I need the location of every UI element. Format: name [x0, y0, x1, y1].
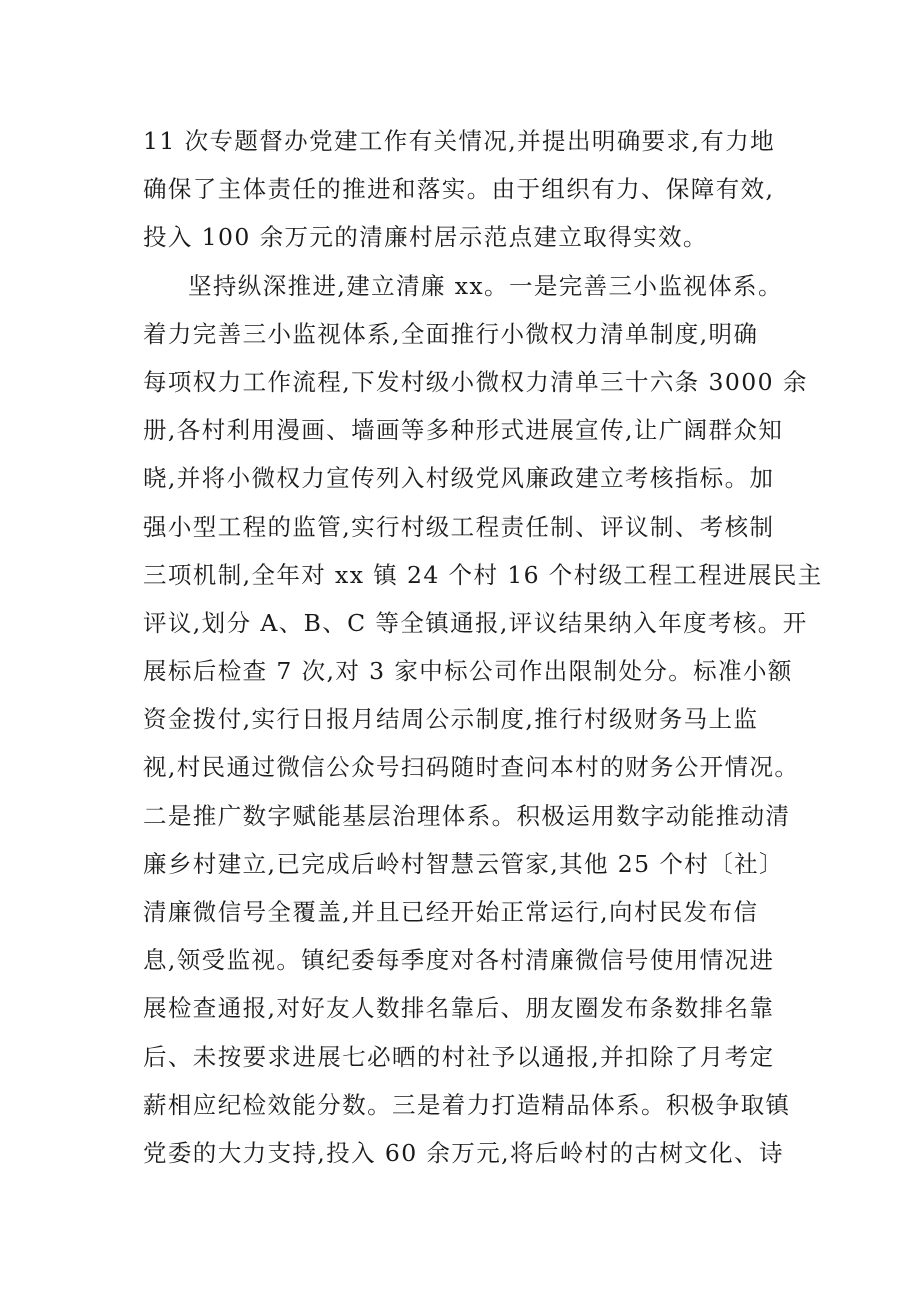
- text-line: 展检查通报,对好友人数排名靠后、朋友圈发布条数排名靠: [143, 994, 775, 1023]
- text-line: 薪相应纪检效能分数。三是着力打造精品体系。积极争取镇: [143, 1090, 791, 1119]
- text-line: 强小型工程的监管,实行村级工程责任制、评议制、考核制: [143, 512, 775, 541]
- text-line: 视,村民通过微信公众号扫码随时查问本村的财务公开情况。: [143, 753, 800, 782]
- text-line: 资金拨付,实行日报月结周公示制度,推行村级财务马上监: [143, 705, 759, 734]
- text-line: 评议,划分 A、B、C 等全镇通报,评议结果纳入年度考核。开: [143, 608, 808, 637]
- text-line: 清廉微信号全覆盖,并且已经开始正常运行,向村民发布信: [143, 898, 759, 926]
- text-line: 册,各村利用漫画、墙画等多种形式进展宣传,让广阔群众知: [143, 416, 784, 445]
- text-line: 息,领受监视。镇纪委每季度对各村清廉微信号使用情况进: [143, 946, 775, 975]
- text-line: 三项机制,全年对 xx 镇 24 个村 16 个村级工程工程进展民主: [143, 560, 823, 589]
- text-line: 每项权力工作流程,下发村级小微权力清单三十六条 3000 余: [143, 367, 808, 396]
- text-line: 11 次专题督办党建工作有关情况,并提出明确要求,有力地: [143, 127, 776, 155]
- body-text: [143, 117, 823, 1177]
- paragraph-start-line: 坚持纵深推进,建立清廉 xx。一是完善三小监视体系。: [188, 271, 783, 300]
- text-line: 党委的大力支持,投入 60 余万元,将后岭村的古树文化、诗: [143, 1138, 784, 1167]
- text-line: 晓,并将小微权力宣传列入村级党风廉政建立考核指标。加: [143, 464, 775, 493]
- text-line: 二是推广数字赋能基层治理体系。积极运用数字动能推动清: [143, 801, 791, 830]
- text-line: 确保了主体责任的推进和落实。由于组织有力、保障有效,: [143, 175, 775, 204]
- text-line: 投入 100 余万元的清廉村居示范点建立取得实效。: [143, 223, 708, 252]
- text-line: 廉乡村建立,已完成后岭村智慧云管家,其他 25 个村〔社〕: [143, 849, 784, 878]
- text-line: 着力完善三小监视体系,全面推行小微权力清单制度,明确: [143, 319, 759, 348]
- text-line: 展标后检查 7 次,对 3 家中标公司作出限制处分。标准小额: [143, 657, 793, 686]
- text-line: 后、未按要求进展七必晒的村社予以通报,并扣除了月考定: [143, 1042, 775, 1071]
